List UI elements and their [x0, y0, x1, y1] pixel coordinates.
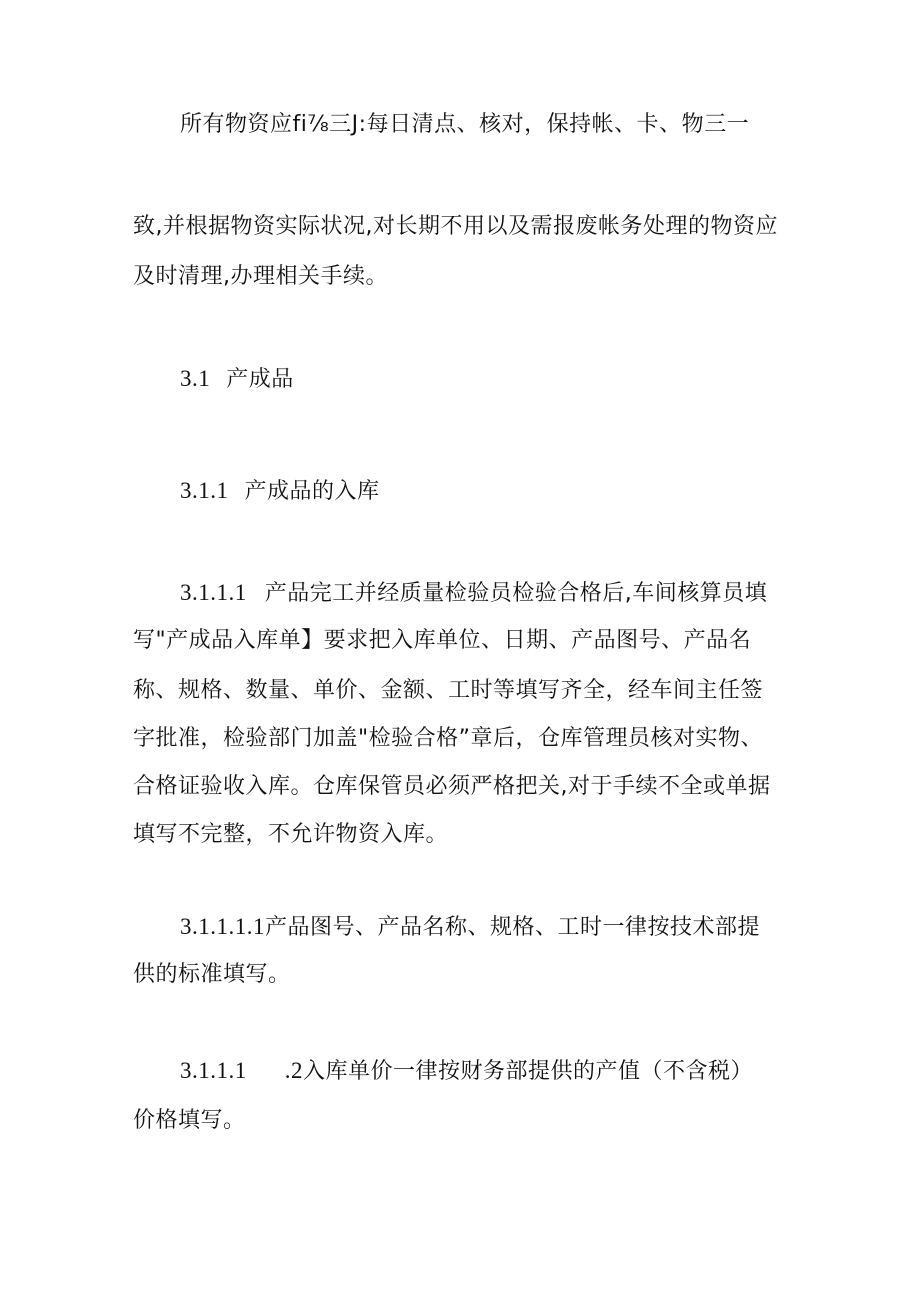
section-number: 3.1: [180, 366, 211, 391]
clause-number: 3.1.1.1: [180, 1058, 247, 1083]
section-heading-3-1-1: [0, 476, 920, 507]
paragraph-2-line-4: [0, 724, 920, 754]
paragraph-3-line-2: [0, 960, 920, 990]
paragraph-4-line-1-text: 入库单价一律按财务部提供的产值（不含税）: [303, 1059, 754, 1084]
paragraph-1-line-1: [0, 110, 920, 140]
clause-number: 3.1.1.1: [180, 580, 247, 605]
paragraph-2-line-1-text: 产品完工并经质量检验员检验合格后,车间核算员填: [264, 581, 768, 606]
paragraph-2-line-5-text: 合格证验收入库。仓库保管员必须严格把关,对于手续不全或单据: [133, 774, 771, 799]
paragraph-2-line-6-text: 填写不完整，不允许物资入库。: [133, 822, 449, 847]
paragraph-3-line-1-text: 产品图号、产品名称、规格、工时一律按技术部提: [265, 915, 761, 940]
paragraph-4-line-2: [0, 1106, 920, 1136]
paragraph-2-line-3: [0, 676, 920, 706]
clause-sub-number: .2: [284, 1058, 303, 1083]
paragraph-2-line-1: [0, 578, 920, 609]
paragraph-2-line-2-text: 写"产成品入库单】要求把入库单位、日期、产品图号、产品名: [133, 628, 752, 653]
paragraph-1-line-3: [0, 262, 920, 292]
section-title: 产成品: [226, 367, 294, 392]
paragraph-2-line-5: [0, 772, 920, 802]
paragraph-2-line-6: [0, 820, 920, 850]
paragraph-2-line-2: [0, 626, 920, 656]
paragraph-2-line-4-text: 字批准，检验部门加盖"检验合格”章后，仓库管理员核对实物、: [133, 726, 764, 751]
section-heading-3-1: [0, 364, 920, 395]
section-title: 产成品的入库: [244, 479, 380, 504]
paragraph-1-line-2: [0, 212, 920, 242]
clause-number: 3.1.1.1.1: [180, 914, 265, 939]
paragraph-1-line-3-text: 及时清理,办理相关手续。: [133, 264, 388, 289]
paragraph-4-line-1: [0, 1056, 920, 1087]
paragraph-3-line-2-text: 供的标准填写。: [133, 962, 291, 987]
paragraph-2-line-3-text: 称、规格、数量、单价、金额、工时等填写齐全，经车间主任签: [133, 678, 764, 703]
paragraph-3-line-1: [0, 912, 920, 943]
section-number: 3.1.1: [180, 478, 229, 503]
paragraph-1-line-1-text: 所有物资应fi⅞三J:每日清点、核对，保持帐、卡、物三一: [180, 112, 750, 137]
paragraph-1-line-2-text: 致,并根据物资实际状况,对长期不用以及需报废帐务处理的物资应: [133, 214, 778, 239]
paragraph-4-line-2-text: 价格填写。: [133, 1108, 246, 1133]
